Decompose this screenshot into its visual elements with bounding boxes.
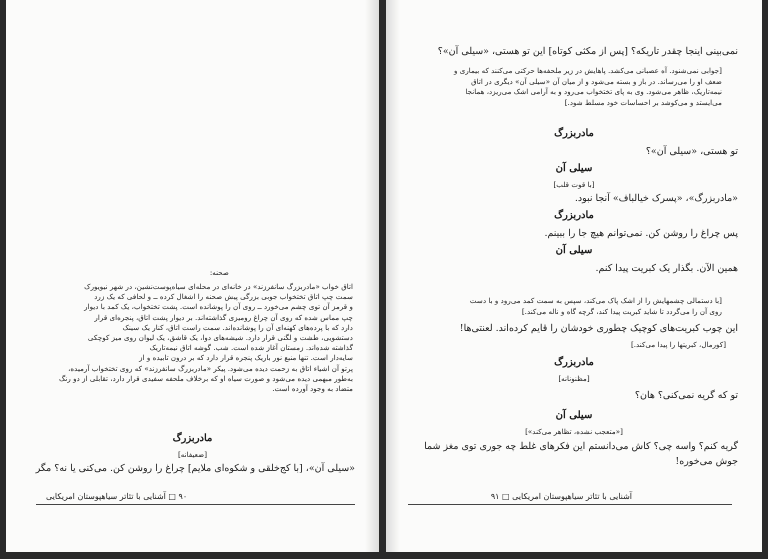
dialogue-line: تو که گریه نمی‌کنی؟ هان؟ bbox=[634, 390, 738, 401]
scene-line: سمت چپ اتاق تختخواب جوبی بزرگی پیش صحنه را اشغال کرده ــ و لحافی که یک زرد bbox=[94, 292, 353, 302]
speaker-name: مادربزرگ bbox=[554, 210, 594, 221]
scene-line: سایه‌دار است. تنها منبع نور باریک پنجره قرار دارد که بر درون تابیده و از bbox=[139, 353, 353, 363]
right-page bbox=[386, 0, 762, 552]
dialogue-line: تو هستی، «سیلی آن»؟ bbox=[645, 146, 738, 157]
footer-rule bbox=[36, 504, 355, 505]
stage-direction-block bbox=[414, 296, 722, 317]
scene-description bbox=[37, 282, 353, 394]
direction-line: روی آن را می‌گردد تا شاید کبریت پیدا کند، گرچه گاه و ناله می‌کند.] bbox=[521, 306, 722, 316]
speaker-name: سیلی آن bbox=[555, 410, 593, 421]
scene-line: دارد که با پرده‌های کهنه‌ای آن را پوشانده‌اند. سمت راست اتاق، کنار یک سینک bbox=[122, 322, 353, 332]
stage-direction-block bbox=[414, 66, 722, 108]
scene-line: اتاق خواب «مادربزرگ سانفرزند» در خانه‌ای در محله‌ای سیاه‌پوست‌نشین، در شهر نیویورک bbox=[84, 282, 353, 291]
direction-line: ضعف او را می‌رساند. در باز و بسته می‌شود و از میان آن «سیلی آن» دیگری در اتاق bbox=[471, 76, 722, 86]
speaker-name: مادربزرگ bbox=[172, 433, 213, 444]
direction-line: [با دستمالی چشمهایش را از اشک پاک می‌کند، سپس به سمت کمد می‌رود و با دست bbox=[469, 296, 722, 305]
scene-heading: صحنه: bbox=[209, 268, 229, 277]
direction-line: می‌ایستد و می‌کوشد بر احساسات خود مسلط شود.] bbox=[564, 97, 722, 107]
page-footer: ۹۰ □ آشنایی با تئاتر سیاهپوستان امریکایی bbox=[46, 492, 188, 501]
dialogue-line: گریه کنم؟ واسه چی؟ کاش می‌دانستم این فکرهای غلط چه جوری توی مغز شما bbox=[424, 441, 738, 452]
speaker-name: مادربزرگ bbox=[554, 357, 594, 368]
stage-direction: [مظنونانه] bbox=[558, 374, 590, 383]
stage-direction: [با قوت قلب] bbox=[553, 180, 595, 189]
scene-line: به‌طور مبهمی دیده می‌شود و صورت سیاه او که برخلاف ملحفه سفیدی قرار دارد، تقابلی از دو رنگ bbox=[58, 373, 353, 383]
scene-line: چپ مماس شده که روی آن چراغ رومیزی گذاشته‌اند. بر دیوار پشت اتاق، پنجره‌ای قرار bbox=[94, 312, 353, 322]
scene-line: پرتو آن اشیاء اتاق به زحمت دیده می‌شود. پیکر «مادربزرگ سانفرزند» که روی تختخواب آرمیده، bbox=[68, 363, 353, 373]
spine-shadow bbox=[386, 0, 400, 552]
speaker-name: سیلی آن bbox=[555, 163, 593, 174]
dialogue-line: «مادربزرگ»، «پسرک خیالباف» آنجا نبود. bbox=[574, 193, 738, 204]
left-page bbox=[6, 0, 379, 552]
speaker-name: سیلی آن bbox=[555, 245, 593, 256]
stage-direction: [«متعجب نشده، تظاهر می‌کند»] bbox=[525, 427, 623, 436]
dialogue-line: پس چراغ را روشن کن. نمی‌توانم هیچ جا را ببینم. bbox=[544, 228, 738, 239]
footer-rule bbox=[408, 504, 732, 505]
scene-line: گذاشته شده‌اند. زمستان آغاز شده است. شب. گوشه اتاق نیمه‌تاریک bbox=[149, 343, 353, 353]
scene-line: متضاد به وجود آورده است. bbox=[272, 383, 353, 393]
scene-line: دستشویی، طشت و لگنی قرار دارد. شیشه‌های دوا، یک قاشق، یک لیوان روی میز کوچکی bbox=[87, 332, 353, 342]
direction-line: نیمه‌تاریک، ظاهر می‌شود. وی به پای تختخواب می‌رود و به آرامی اشک می‌ریزد، همانجا bbox=[465, 87, 722, 96]
stage-direction: [کورمال، کبریتها را پیدا می‌کند.] bbox=[630, 340, 726, 349]
dialogue-line: «سیلی آن»، [با کج‌خلقی و شکوه‌ای ملایم] چراغ را روشن کن. می‌کنی یا نه؟ مگر bbox=[35, 463, 355, 474]
scene-line: و قرمز آن توی چشم می‌خورد ــ روی آن را پوشانده است. پشت تختخواب، یک کمد با دیوار bbox=[84, 302, 353, 312]
dialogue-line: جوش می‌خوره! bbox=[675, 456, 738, 467]
speaker-name: مادربزرگ bbox=[554, 128, 594, 139]
spine-shadow bbox=[365, 0, 379, 552]
dialogue-line: همین الآن. بگذار یک کبریت پیدا کنم. bbox=[595, 263, 738, 274]
dialogue-line: این چوب کبریت‌های کوچیک چطوری خودشان را قایم کرده‌اند. لعنتی‌ها! bbox=[459, 323, 738, 334]
stage-direction: [ضعیفانه] bbox=[177, 450, 208, 459]
dialogue-line: نمی‌بینی اینجا چقدر تاریکه؟ [پس از مکثی کوتاه] این تو هستی، «سیلی آن»؟ bbox=[437, 46, 738, 57]
direction-line: [جوابی نمی‌شنود. آه عصبانی می‌کشد. پاهایش در زیر ملحفه‌ها حرکتی می‌کنند که بیماری و bbox=[453, 66, 722, 75]
page-footer: آشنایی با تئاتر سیاهپوستان امریکایی □ ۹۱ bbox=[490, 492, 632, 501]
